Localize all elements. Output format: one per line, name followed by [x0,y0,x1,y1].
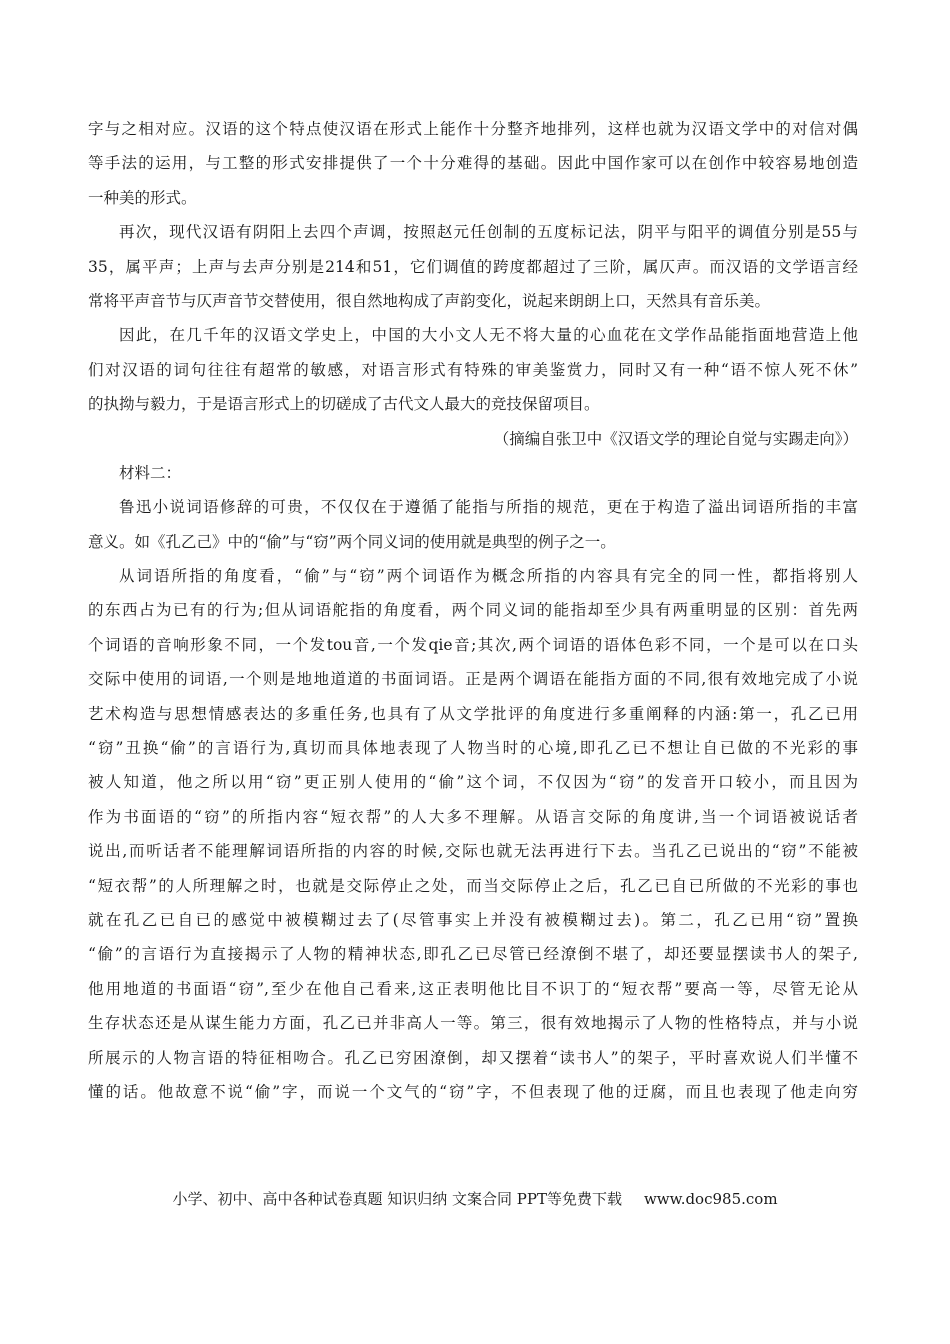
text-line: 从词语所指的角度看，“偷”与“窃”两个词语作为概念所指的内容具有完全的同一性，都指将别人 [119,567,858,586]
text-line: 作为书面语的“窃”的所指内容“短衣帮”的人大多不理解。从语言交际的角度讲,当一个词语被说话者 [88,807,858,826]
footer-site-link[interactable]: www.doc985.com [643,1190,778,1208]
text-line: 生存状态还是从谋生能力方面，孔乙已并非高人一等。第三，很有效地揭示了人物的性格特点，并与小说 [88,1014,858,1033]
text-line: “短衣帮”的人所理解之时，也就是交际停止之处，而当交际停止之后，孔乙已自已所做的不光彩的事也 [88,876,858,895]
text-line: “窃”丑换“偷”的言语行为,真切而具体地表现了人物当时的心境,即孔乙已不想让自已做的不光彩的事 [88,739,858,758]
text-line: 的东西占为已有的行为;但从词语舵指的角度看，两个同义词的能指却至少具有两重明显的区别：首先两 [88,601,858,620]
text-line: 35，属平声；上声与去声分别是214和51，它们调值的跨度都超过了三阶，属仄声。而汉语的文学语言经 [88,257,858,276]
text-line: 等手法的运用，与工整的形式安排提供了一个十分难得的基础。因此中国作家可以在创作中较容易地创造 [88,154,858,173]
text-line: 个词语的音响形象不同，一个发tou音,一个发qie音;其次,两个词语的语体色彩不同，一个是可以在口头 [88,635,858,654]
text-line: 意义。如《孔乙己》中的“偷”与“窃”两个同义词的使用就是典型的例子之一。 [88,532,616,551]
text-line: 再次，现代汉语有阴阳上去四个声调，按照赵元任创制的五度标记法，阴平与阳平的调值分别是55与 [119,223,858,242]
text-line: “偷”的言语行为直接揭示了人物的精神状态,即孔乙已尽管已经潦倒不堪了，却还要显摆读书人的架子, [88,945,858,964]
text-line: 说出,而听话者不能理解词语所指的内容的时候,交际也就无法再进行下去。当孔乙已说出的“窃”不能被 [88,842,858,861]
text-line: 们对汉语的词句往往有超常的敏感，对语言形式有特殊的审美鉴赏力，同时又有一种“语不惊人死不休” [88,360,858,379]
text-line: 鲁迅小说词语修辞的可贵，不仅仅在于遵循了能指与所指的规范，更在于构造了溢出词语所指的丰富 [119,498,858,517]
section-heading: 材料二： [119,463,182,482]
footer-text: 小学、初中、高中各种试卷真题 知识归纳 文案合同 PPT等免费下载 [172,1190,622,1208]
text-line: 他用地道的书面语“窃”,至少在他自己看来,这正表明他比目不识丁的“短衣帮”要高一等，尽管无论从 [88,979,858,998]
text-line: 交际中使用的词语,一个则是地地道道的书面词语。正是两个调语在能指方面的不同,很有效地完成了小说 [88,670,858,689]
text-line: 一种美的形式。 [88,188,197,207]
source-citation: （摘编自张卫中《汉语文学的理论自觉与实踢走向》） [493,429,858,448]
document-body [88,112,858,1109]
text-line: 的执拗与毅力，于是语言形式上的切磋成了古代文人最大的竞技保留项目。 [88,395,600,414]
text-line: 被人知道，他之所以用“窃”更正别人使用的“偷”这个词，不仅因为“窃”的发音开口较小，而且因为 [88,773,858,792]
text-line: 就在孔乙已自已的感觉中被模糊过去了(尽管事实上并没有被模糊过去)。第二，孔乙已用“窃”置换 [88,910,858,929]
text-line: 字与之相对应。汉语的这个特点使汉语在形式上能作十分整齐地排列，这样也就为汉语文学中的对信对偶 [88,120,858,138]
text-line: 所展示的人物言语的特征相吻合。孔乙已穷困潦倒，却又摆着“读书人”的架子，平时喜欢说人们半懂不 [88,1048,858,1067]
text-line: 常将平声音节与仄声音节交替使用，很自然地构成了声韵变化，说起来朗朗上口，天然具有音乐美。 [88,291,771,310]
text-line: 懂的话。他故意不说“偷”字，而说一个文气的“窃”字，不但表现了他的迂腐，而且也表现了他走向穷 [88,1082,858,1101]
text-line: 艺术构造与思想情感表达的多重任务,也具有了从文学批评的角度进行多重阐释的内涵:第一，孔乙已用 [88,704,858,723]
page-footer [0,1188,950,1209]
text-line: 因此，在几千年的汉语文学史上，中国的大小文人无不将大量的心血花在文学作品能指面地营造上他 [119,326,858,345]
